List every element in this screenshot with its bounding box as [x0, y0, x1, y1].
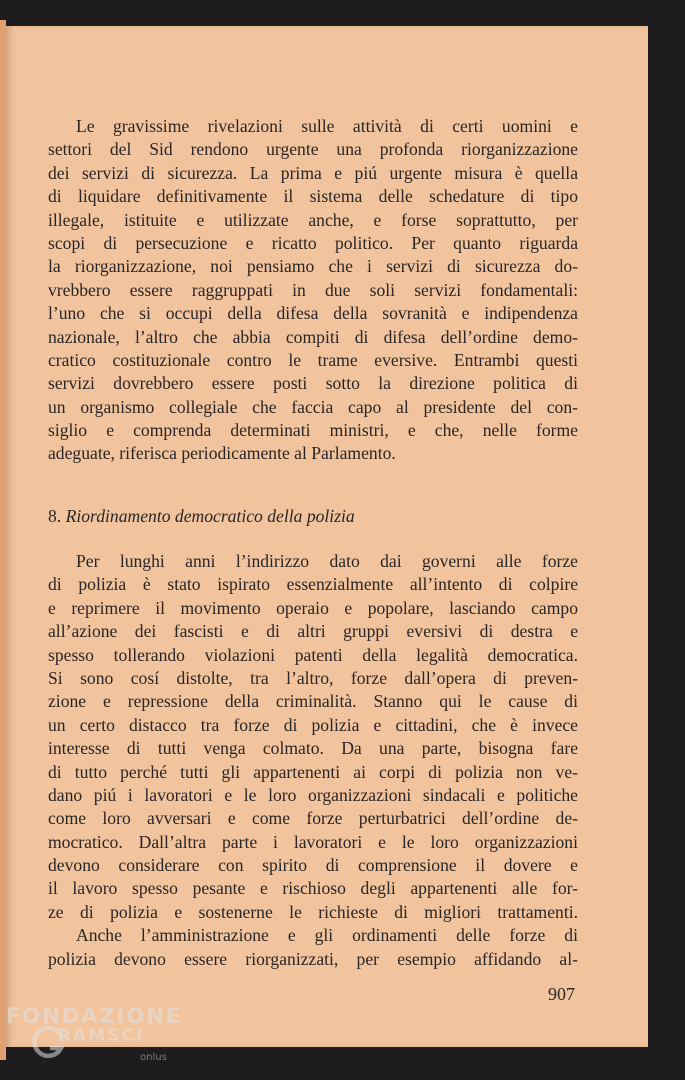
text-line: e reprimere il movimento operaio e popolare, lasciando campo [48, 597, 578, 618]
text-line: Le gravissime rivelazioni sulle attività di certi uomini e [76, 116, 578, 136]
text-line: vrebbero essere raggruppati in due soli servizi fondamentali: [48, 279, 578, 300]
section-heading [48, 506, 355, 527]
text-line: servizi dovrebbero essere posti sotto la direzione politica di [48, 373, 578, 394]
section-number: 8. [48, 506, 62, 526]
text-line: Anche l’amministrazione e gli ordinamenti delle forze di [76, 925, 578, 946]
fondazione-gramsci-watermark [4, 1004, 183, 1074]
text-line: la riorganizzazione, noi pensiamo che i servizi di sicurezza do- [48, 256, 578, 277]
text-line: spesso tollerando violazioni patenti della legalità democratica. [48, 644, 578, 665]
text-line: di polizia è stato ispirato essenzialmente all’intento di colpire [48, 574, 578, 595]
watermark-sub: onlus [140, 1052, 167, 1063]
watermark-line1: FONDAZIONE [6, 1004, 183, 1028]
text-line: Si sono cosí distolte, tra l’altro, forze dall’opera di preven- [48, 667, 578, 688]
watermark-line2: RAMSCI [58, 1026, 145, 1046]
text-line: un organismo collegiale che faccia capo al presidente del con- [48, 396, 578, 417]
text-line: interesse di tutti venga colmato. Da una parte, bisogna fare [48, 738, 578, 759]
text-line: il lavoro spesso pesante e rischioso degli appartenenti alle for- [48, 878, 578, 899]
text-line: cratico costituzionale contro le trame eversive. Entrambi questi [48, 349, 578, 370]
text-line: l’uno che si occupi della difesa della sovranità e indipendenza [48, 303, 578, 324]
text-line: come loro avversari e come forze perturbatrici dell’ordine de- [48, 808, 578, 829]
text-line: di liquidare definitivamente il sistema delle schedature di tipo [48, 186, 578, 207]
text-line: un certo distacco tra forze di polizia e cittadini, che è invece [48, 714, 578, 735]
paragraph-police-reform [48, 550, 578, 971]
section-title: Riordinamento democratico della polizia [65, 506, 355, 526]
text-line: polizia devono essere riorganizzati, per esempio affidando al- [48, 948, 578, 969]
paragraph-security-services [48, 115, 578, 466]
text-line: mocratico. Dall’altra parte i lavoratori e le loro organizzazioni [48, 831, 578, 852]
page-number: 907 [548, 984, 575, 1004]
text-line: all’azione dei fascisti e di altri gruppi eversivi di destra e [48, 621, 578, 642]
text-line: dei servizi di sicurezza. La prima e piú urgente misura è quella [48, 162, 578, 183]
text-line: scopi di persecuzione e ricatto politico. Per quanto riguarda [48, 232, 578, 253]
text-line-last: adeguate, riferisca periodicamente al Parlamento. [48, 443, 396, 464]
text-line: settori del Sid rendono urgente una profonda riorganizzazione [48, 139, 578, 160]
text-line: nazionale, l’altro che abbia compiti di difesa dell’ordine demo- [48, 326, 578, 347]
text-line: di tutto perché tutti gli appartenenti ai corpi di polizia non ve- [48, 761, 578, 782]
text-line: zione e repressione della criminalità. Stanno qui le cause di [48, 691, 578, 712]
text-line: dano piú i lavoratori e le loro organizzazioni sindacali e politiche [48, 784, 578, 805]
text-line: ze di polizia e sostenerne le richieste di migliori trattamenti. [48, 901, 578, 922]
text-line: siglio e comprenda determinati ministri, e che, nelle forme [48, 420, 578, 441]
text-line: illegale, istituite e utilizzate anche, e forse soprattutto, per [48, 209, 578, 230]
text-line: devono considerare con spirito di comprensione il dovere e [48, 855, 578, 876]
text-line: Per lunghi anni l’indirizzo dato dai governi alle forze [76, 551, 578, 571]
